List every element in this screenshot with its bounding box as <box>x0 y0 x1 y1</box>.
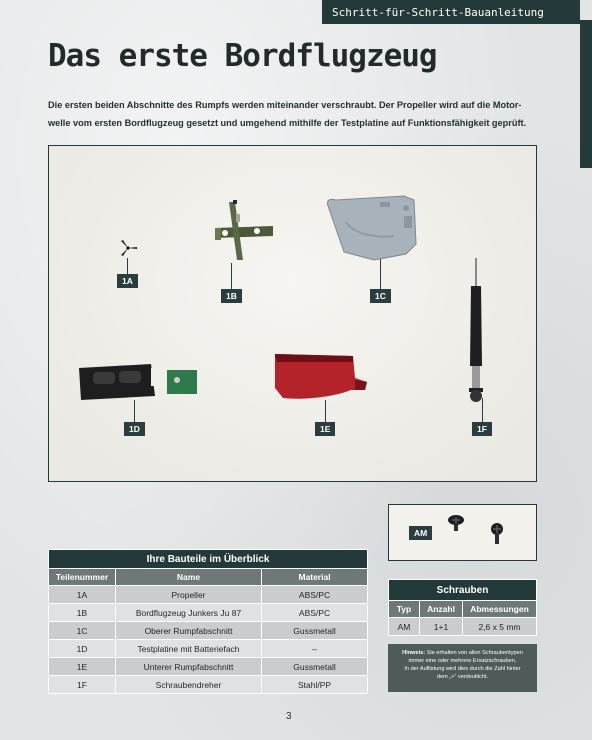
screw-image <box>445 511 467 533</box>
part-label-1f: 1F <box>472 422 492 436</box>
table-row: AM 1+1 2,6 x 5 mm <box>389 618 537 636</box>
column-header: Teilenummer <box>49 569 116 586</box>
part-label-1d: 1D <box>124 422 145 436</box>
column-header: Name <box>116 569 262 586</box>
part-label-1c: 1C <box>370 289 391 303</box>
screw-label-am: AM <box>409 526 432 540</box>
column-header: Typ <box>389 601 420 618</box>
intro-text <box>48 96 548 132</box>
parts-photo <box>48 145 537 482</box>
parts-table-caption: Ihre Bauteile im Überblick <box>49 550 368 569</box>
parts-table <box>48 549 368 694</box>
column-header: Abmessungen <box>463 601 537 618</box>
part-label-1a: 1A <box>117 274 138 288</box>
note-text: dem „+“ verdeutlicht. <box>436 674 489 680</box>
note-text: In der Auflistung wird dies durch die Zahl hinter <box>404 666 521 672</box>
screw-table-caption: Schrauben <box>389 580 537 601</box>
note-text: immer eine oder mehrere Ersatzschrauben. <box>408 658 517 664</box>
page-title: Das erste Bordflugzeug <box>48 38 437 74</box>
table-row: 1A Propeller ABS/PC <box>49 586 368 604</box>
note-label: Hinweis: <box>402 650 426 656</box>
page-number: 3 <box>286 711 292 722</box>
intro-line: welle vom ersten Bordflugzeug gesetzt und umgehend mithilfe der Testplatine auf Funktionsfähigkeit geprüft. <box>48 118 527 128</box>
screwdriver-image <box>461 256 491 406</box>
note-text: Sie erhalten von allen Schraubentypen <box>426 650 523 656</box>
screw-image <box>487 521 507 547</box>
lower-fuselage-image <box>271 350 369 404</box>
section-tab <box>322 0 580 24</box>
upper-fuselage-image <box>324 194 424 262</box>
column-header: Material <box>262 569 368 586</box>
section-tab-label: Schritt-für-Schritt-Bauanleitung <box>332 5 544 19</box>
column-header: Anzahl <box>420 601 463 618</box>
table-row: 1E Unterer Rumpfabschnitt Gussmetall <box>49 658 368 676</box>
screw-table <box>388 579 537 636</box>
part-label-1b: 1B <box>221 289 242 303</box>
test-board-image <box>77 362 201 402</box>
table-row: 1C Oberer Rumpfabschnitt Gussmetall <box>49 622 368 640</box>
table-row: 1D Testplatine mit Batteriefach – <box>49 640 368 658</box>
table-row: 1B Bordflugzeug Junkers Ju 87 ABS/PC <box>49 604 368 622</box>
part-label-1e: 1E <box>315 422 335 436</box>
edge-accent-bar <box>580 20 592 168</box>
table-row: 1F Schraubendreher Stahl/PP <box>49 676 368 694</box>
aircraft-image <box>209 196 279 266</box>
note-box <box>388 644 537 692</box>
screws-photo <box>388 504 537 561</box>
propeller-image <box>117 238 139 258</box>
intro-line: Die ersten beiden Abschnitte des Rumpfs werden miteinander verschraubt. Der Propeller wird auf die Motor- <box>48 100 522 110</box>
